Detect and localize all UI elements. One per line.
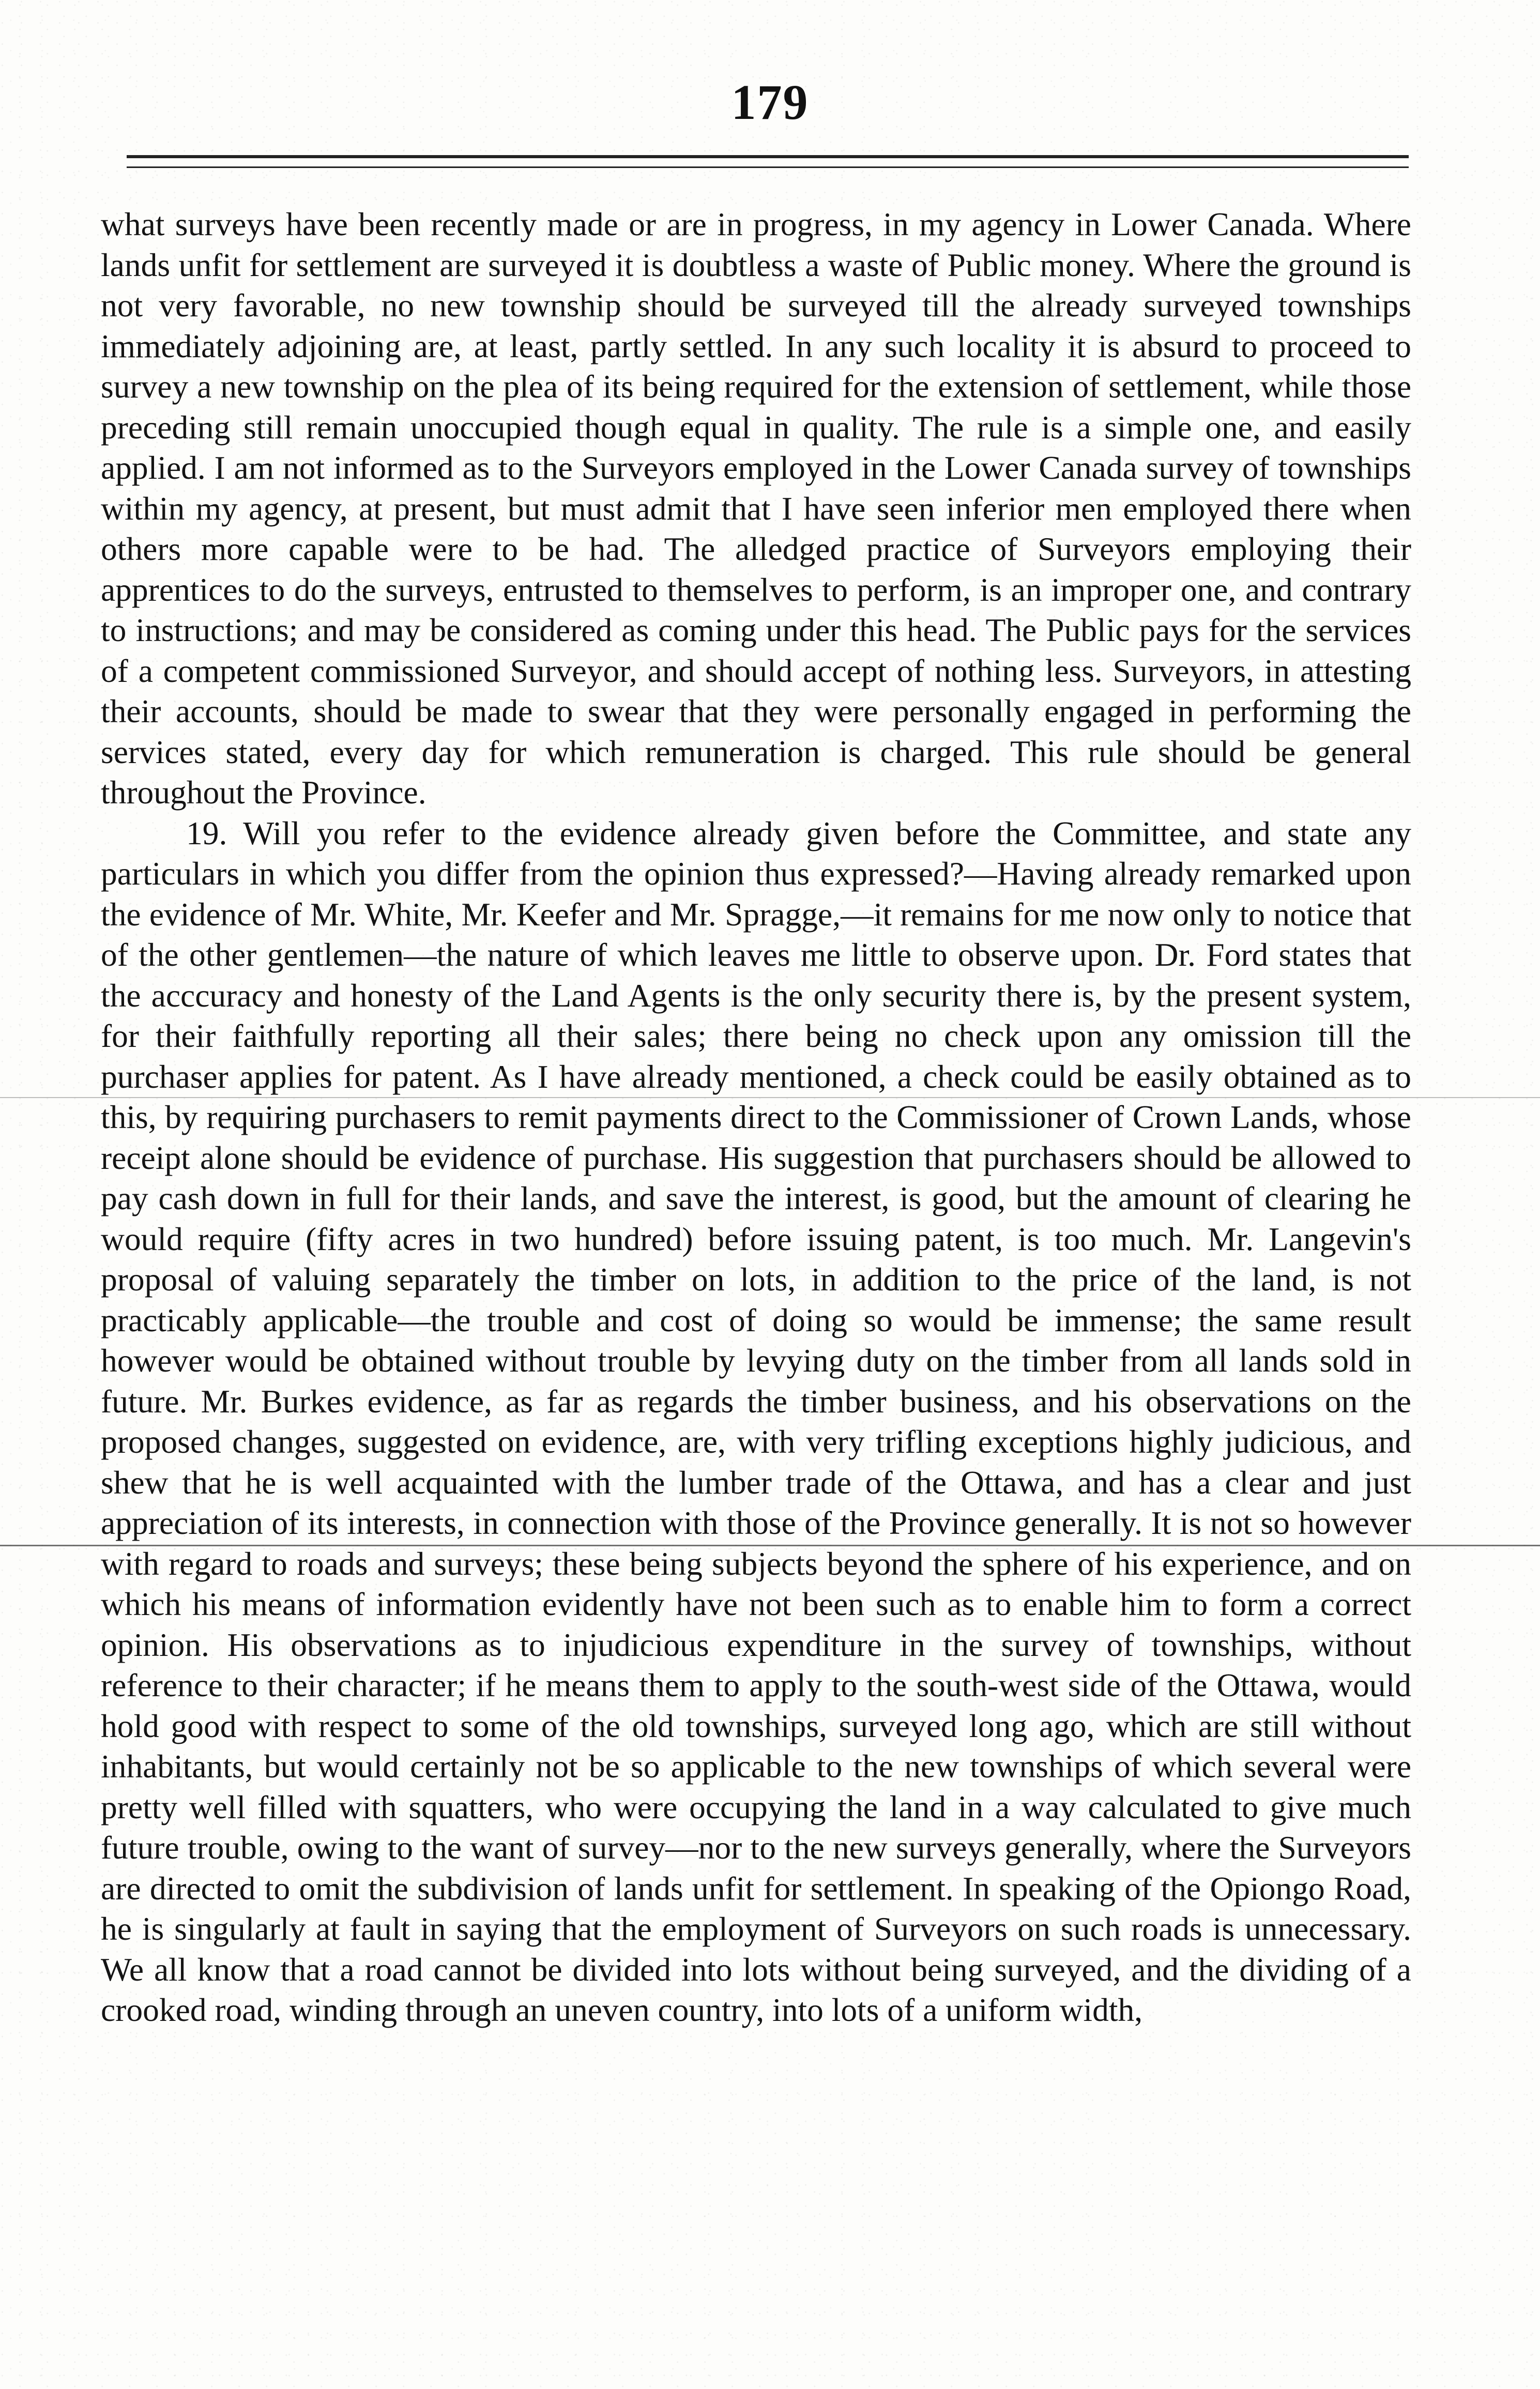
paragraph-continued: what surveys have been recently made or are in progress, in my agency in Lower Canada. Where lands unfit for settlement are surveyed it is doubtless a waste of Public money. Where the ground is not very favorable, no new township should be surveyed till the already surveyed townships immediately adjoining are, at least, partly settled. In any such locality it is absurd to proceed to survey a new township on the plea of its being required for the extension of settlement, while those preceding still remain unoccupied though equal in quality. The rule is a simple one, and easily applied. I am not informed as to the Surveyors employed in the Lower Canada survey of townships within my agency, at present, but must admit that I have seen inferior men employed there when others more capable were to be had. The alledged practice of Surveyors employing their apprentices to do the surveys, entrusted to themselves to perform, is an improper one, and contrary to instructions; and may be considered as coming under this head. The Public pays for the services of a competent commissioned Surveyor, and should accept of nothing less. Surveyors, in attesting their accounts, should be made to swear that they were personally engaged in performing the services stated, every day for which remuneration is charged. This rule should be general throughout the Province. — [101, 206, 1411, 811]
body-text — [101, 204, 1411, 2031]
page-number: 179 — [731, 74, 809, 130]
paragraph-question-19: 19. Will you refer to the evidence already given before the Committee, and state any particulars in which you differ from the opinion thus expressed?—Having already remarked upon the evidence of Mr. White, Mr. Keefer and Mr. Spragge,—it remains for me now only to notice that of the other gentlemen—the nature of which leaves me little to observe upon. Dr. Ford states that the acccuracy and honesty of the Land Agents is the only security there is, by the present system, for their faithfully reporting all their sales; there being no check upon any omission till the purchaser applies for patent. As I have already mentioned, a check could be easily obtained as to this, by requiring purchasers to remit payments direct to the Commissioner of Crown Lands, whose receipt alone should be evidence of purchase. His suggestion that purchasers should be allowed to pay cash down in full for their lands, and save the interest, is good, but the amount of clearing he would require (fifty acres in two hundred) before issuing patent, is too much. Mr. Langevin's proposal of valuing separately the timber on lots, in addition to the price of the land, is not practicably applicable—the trouble and cost of doing so would be immense; the same result however would be obtained without trouble by levying duty on the timber from all lands sold in future. Mr. Burkes evidence, as far as regards the timber business, and his observations on the proposed changes, suggested on evidence, are, with very trifling exceptions highly judicious, and shew that he is well acquainted with the lumber trade of the Ottawa, and has a clear and just appreciation of its interests, in connection with those of the Province generally. It is not so however with regard to roads and surveys; these being subjects beyond the sphere of his experience, and on which his means of information evidently have not been such as to enable him to form a correct opinion. His observations as to injudicious expenditure in the survey of townships, without reference to their character; if he means them to apply to the south-west side of the Ottawa, would hold good with respect to some of the old townships, surveyed long ago, which are still without inhabitants, but would certainly not be so applicable to the new townships of which several were pretty well filled with squatters, who were occupying the land in a way calculated to give much future trouble, owing to the want of survey—nor to the new surveys generally, where the Surveyors are directed to omit the subdivision of lands unfit for settlement. In speaking of the Opiongo Road, he is singularly at fault in saying that the employment of Surveyors on such roads is unnecessary. We all know that a road cannot be divided into lots without being surveyed, and the dividing of a crooked road, winding through an uneven country, into lots of a uniform width, — [101, 814, 1411, 2028]
header-rule-thick — [127, 155, 1409, 158]
header-rule-thin — [127, 166, 1409, 168]
